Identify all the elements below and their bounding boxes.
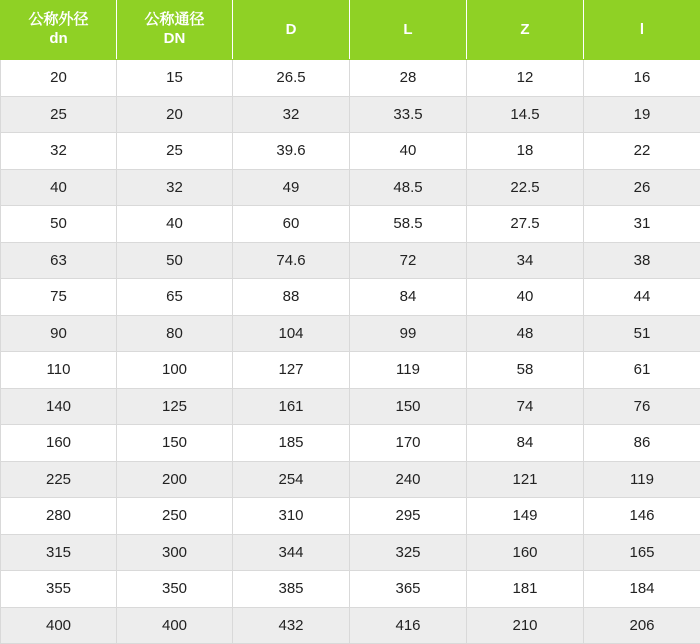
table-cell: 160 <box>1 425 117 462</box>
table-cell: 344 <box>233 534 350 571</box>
column-header-l-lower <box>584 1 700 60</box>
table-cell: 34 <box>467 242 584 279</box>
table-cell: 150 <box>350 388 467 425</box>
table-header <box>1 1 700 60</box>
table-cell: 140 <box>1 388 117 425</box>
column-header-dn-outer-line2: dn <box>2 30 115 49</box>
column-header-dn-outer <box>1 1 117 60</box>
table-cell: 119 <box>584 461 700 498</box>
table-cell: 110 <box>1 352 117 389</box>
table-cell: 365 <box>350 571 467 608</box>
table-cell: 170 <box>350 425 467 462</box>
table-cell: 240 <box>350 461 467 498</box>
table-cell: 72 <box>350 242 467 279</box>
table-cell: 61 <box>584 352 700 389</box>
table-cell: 99 <box>350 315 467 352</box>
column-header-dn-outer-line1: 公称外径 <box>2 11 115 30</box>
column-header-d-label: D <box>234 21 348 40</box>
table-cell: 58.5 <box>350 206 467 243</box>
table-cell: 38 <box>584 242 700 279</box>
table-cell: 33.5 <box>350 96 467 133</box>
table-cell: 20 <box>1 60 117 97</box>
column-header-z-label: Z <box>468 21 582 40</box>
table-cell: 185 <box>233 425 350 462</box>
table-cell: 88 <box>233 279 350 316</box>
table-body <box>1 60 700 644</box>
table-cell: 385 <box>233 571 350 608</box>
table-cell: 32 <box>233 96 350 133</box>
table-row <box>1 352 700 389</box>
table-cell: 127 <box>233 352 350 389</box>
table-cell: 15 <box>117 60 233 97</box>
table-cell: 50 <box>117 242 233 279</box>
table-cell: 76 <box>584 388 700 425</box>
table-cell: 119 <box>350 352 467 389</box>
table-cell: 161 <box>233 388 350 425</box>
table-cell: 84 <box>350 279 467 316</box>
table-cell: 400 <box>1 607 117 644</box>
table-cell: 25 <box>1 96 117 133</box>
table-cell: 125 <box>117 388 233 425</box>
table-cell: 60 <box>233 206 350 243</box>
table-cell: 250 <box>117 498 233 535</box>
table-cell: 206 <box>584 607 700 644</box>
table-cell: 40 <box>467 279 584 316</box>
column-header-l-upper-label: L <box>351 21 465 40</box>
table-row <box>1 461 700 498</box>
table-cell: 225 <box>1 461 117 498</box>
table-cell: 39.6 <box>233 133 350 170</box>
column-header-dn-nominal-line2: DN <box>118 30 231 49</box>
table-cell: 58 <box>467 352 584 389</box>
table-cell: 315 <box>1 534 117 571</box>
table-cell: 20 <box>117 96 233 133</box>
table-cell: 40 <box>350 133 467 170</box>
table-cell: 300 <box>117 534 233 571</box>
table-cell: 18 <box>467 133 584 170</box>
column-header-z <box>467 1 584 60</box>
table-row <box>1 425 700 462</box>
table-row <box>1 242 700 279</box>
table-cell: 200 <box>117 461 233 498</box>
table-cell: 48.5 <box>350 169 467 206</box>
column-header-dn-nominal <box>117 1 233 60</box>
table-row <box>1 279 700 316</box>
table-cell: 280 <box>1 498 117 535</box>
table-row <box>1 571 700 608</box>
table-cell: 12 <box>467 60 584 97</box>
table-cell: 16 <box>584 60 700 97</box>
table-cell: 48 <box>467 315 584 352</box>
table-cell: 100 <box>117 352 233 389</box>
table-row <box>1 315 700 352</box>
table-cell: 184 <box>584 571 700 608</box>
table-row <box>1 60 700 97</box>
table-cell: 149 <box>467 498 584 535</box>
table-cell: 325 <box>350 534 467 571</box>
table-cell: 160 <box>467 534 584 571</box>
table-cell: 25 <box>117 133 233 170</box>
table-cell: 86 <box>584 425 700 462</box>
table-cell: 181 <box>467 571 584 608</box>
table-cell: 80 <box>117 315 233 352</box>
table-cell: 432 <box>233 607 350 644</box>
table-cell: 32 <box>117 169 233 206</box>
column-header-l-lower-label: l <box>585 21 699 40</box>
table-cell: 51 <box>584 315 700 352</box>
table-cell: 254 <box>233 461 350 498</box>
table-row <box>1 169 700 206</box>
table-cell: 19 <box>584 96 700 133</box>
table-cell: 31 <box>584 206 700 243</box>
table-cell: 310 <box>233 498 350 535</box>
table-row <box>1 133 700 170</box>
column-header-dn-nominal-line1: 公称通径 <box>118 11 231 30</box>
table-cell: 40 <box>117 206 233 243</box>
table-cell: 295 <box>350 498 467 535</box>
table-row <box>1 96 700 133</box>
table-cell: 50 <box>1 206 117 243</box>
table-cell: 146 <box>584 498 700 535</box>
table-header-row <box>1 1 700 60</box>
table-cell: 84 <box>467 425 584 462</box>
table-cell: 74 <box>467 388 584 425</box>
table-cell: 165 <box>584 534 700 571</box>
table-cell: 400 <box>117 607 233 644</box>
table-cell: 26 <box>584 169 700 206</box>
table-cell: 40 <box>1 169 117 206</box>
table-cell: 90 <box>1 315 117 352</box>
table-cell: 416 <box>350 607 467 644</box>
table-cell: 49 <box>233 169 350 206</box>
table-cell: 210 <box>467 607 584 644</box>
table-row <box>1 607 700 644</box>
table-cell: 350 <box>117 571 233 608</box>
table-cell: 355 <box>1 571 117 608</box>
table-cell: 27.5 <box>467 206 584 243</box>
table-row <box>1 388 700 425</box>
table-cell: 75 <box>1 279 117 316</box>
column-header-d <box>233 1 350 60</box>
table-cell: 22 <box>584 133 700 170</box>
table-cell: 121 <box>467 461 584 498</box>
column-header-l-upper <box>350 1 467 60</box>
table-cell: 22.5 <box>467 169 584 206</box>
table-row <box>1 534 700 571</box>
table-cell: 63 <box>1 242 117 279</box>
table-cell: 104 <box>233 315 350 352</box>
table-row <box>1 206 700 243</box>
table-row <box>1 498 700 535</box>
table-cell: 44 <box>584 279 700 316</box>
table-cell: 150 <box>117 425 233 462</box>
table-cell: 74.6 <box>233 242 350 279</box>
table-cell: 14.5 <box>467 96 584 133</box>
table-cell: 65 <box>117 279 233 316</box>
table-cell: 32 <box>1 133 117 170</box>
table-cell: 28 <box>350 60 467 97</box>
table-cell: 26.5 <box>233 60 350 97</box>
